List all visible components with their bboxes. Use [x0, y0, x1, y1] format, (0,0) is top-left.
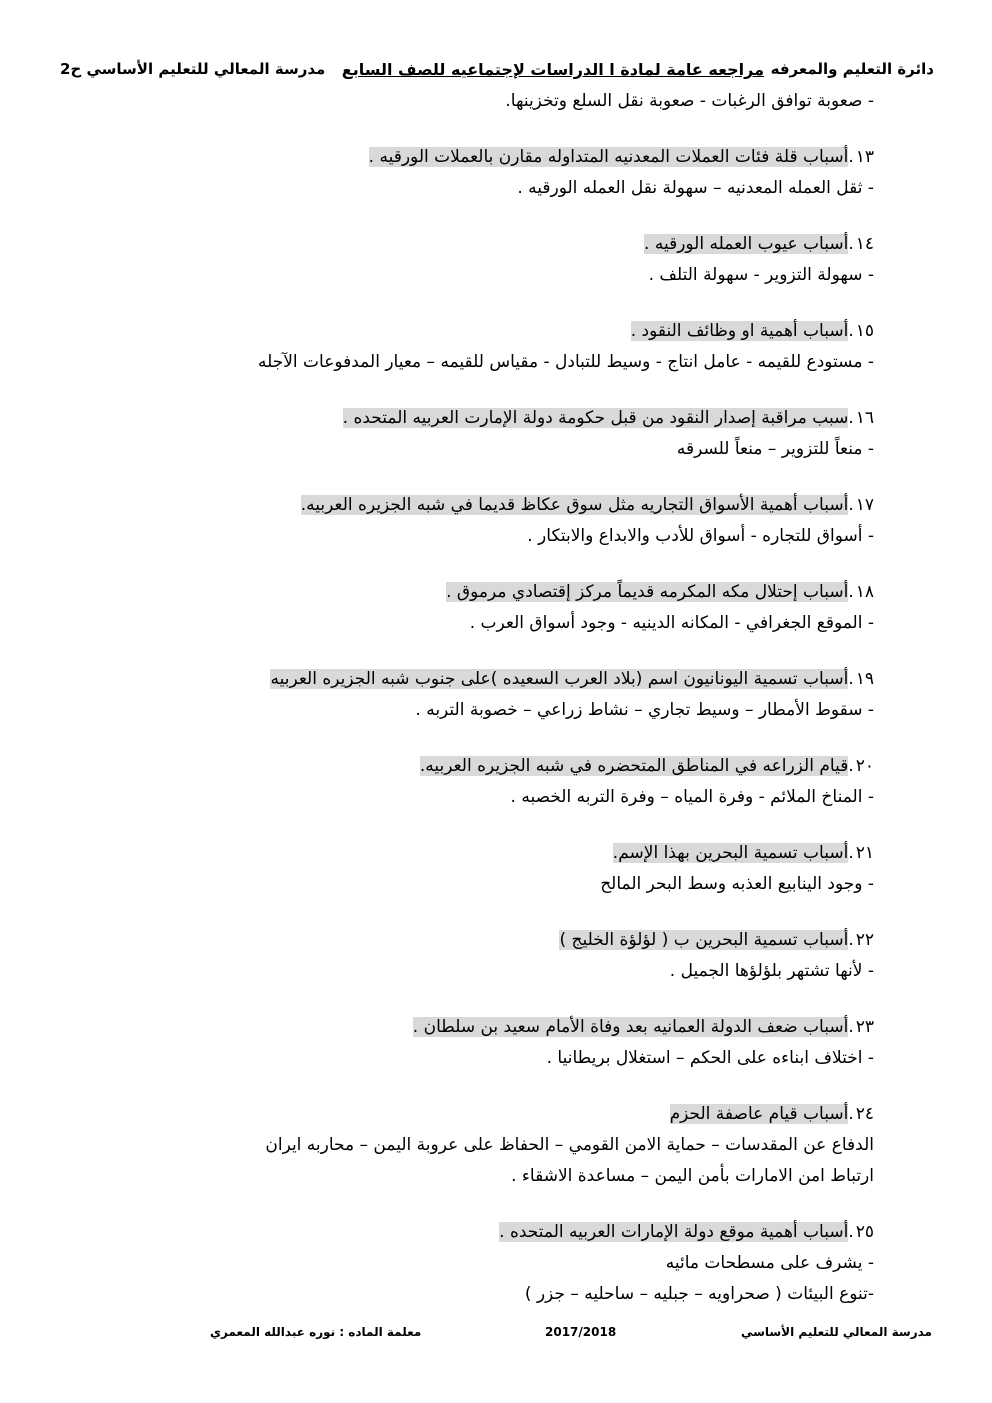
- question-text: أسباب إحتلال مكه المكرمه قديماً مركز إقتصادي مرموق .: [446, 582, 849, 602]
- answer-line: ارتباط امن الامارات بأمن اليمن – مساعدة الاشقاء .: [511, 1166, 874, 1186]
- question-line: ١٥.أسباب أهمية او وظائف النقود .: [630, 321, 874, 341]
- question-number: ١٤: [855, 234, 874, 254]
- page-title: مراجعه عامة لمادة ا الدراسات لإجتماعيه للصف السابع: [341, 60, 764, 79]
- question-text: أسباب تسمية البحرين بهذا الإسم.: [612, 843, 849, 863]
- answer-line: - اختلاف ابناءه على الحكم – استغلال بريطانيا .: [546, 1048, 874, 1068]
- answer-line: - مستودع للقيمه - عامل انتاج - وسيط للتبادل - مقياس للقيمه – معيار المدفوعات الآجله: [257, 352, 874, 372]
- question-block: [215, 1217, 874, 1310]
- school-name: مدرسة المعالي للتعليم الأساسي ح2: [60, 60, 326, 78]
- question-number: ٢١: [855, 843, 874, 863]
- question-line: ١٧.أسباب أهمية الأسواق التجاريه مثل سوق عكاظ قديما في شبه الجزيره العربيه.: [300, 495, 874, 515]
- answer-line: - أسواق للتجاره - أسواق للأدب والابداع والابتكار .: [527, 526, 874, 546]
- question-number: ١٦: [855, 408, 874, 428]
- question-number: ١٨: [855, 582, 874, 602]
- question-number: ٢٢: [855, 930, 874, 950]
- question-text: أسباب عيوب العمله الورقيه .: [644, 234, 849, 254]
- question-number: ٢٥: [855, 1222, 874, 1242]
- answer-line: - منعاً للتزوير – منعاً للسرقه: [676, 439, 874, 459]
- question-text: أسباب ضعف الدولة العمانيه بعد وفاة الأمام سعيد بن سلطان .: [412, 1017, 849, 1037]
- question-block: [215, 751, 874, 813]
- question-block: [215, 229, 874, 291]
- question-number: ٢٣: [855, 1017, 874, 1037]
- question-line: ١٩.أسباب تسمية اليونانيون اسم (بلاد العرب السعيده )على جنوب شبه الجزيره العربيه: [270, 669, 874, 689]
- answer-line: - سهولة التزوير - سهولة التلف .: [648, 265, 874, 285]
- page-header: [60, 60, 934, 88]
- answer-line: - ثقل العمله المعدنيه – سهولة نقل العمله الورقيه .: [517, 178, 874, 198]
- question-block: [215, 1012, 874, 1074]
- footer-year: 2017/2018: [545, 1325, 617, 1339]
- answer-line: - وجود الينابيع العذبه وسط البحر المالح: [600, 874, 874, 894]
- answer-line: الدفاع عن المقدسات – حماية الامن القومي – الحفاظ على عروبة اليمن – محاربه ايران: [265, 1135, 874, 1155]
- question-text: أسباب تسمية البحرين ب ( لؤلؤة الخليج ): [559, 930, 849, 950]
- question-text: أسباب أهمية موقع دولة الإمارات العربيه المتحده .: [499, 1222, 849, 1242]
- answer-line: -تنوع البيئات ( صحراويه – جبليه – ساحليه – جزر ): [524, 1284, 874, 1304]
- department-name: دائرة التعليم والمعرفه: [770, 60, 934, 78]
- question-line: ١٦.سبب مراقبة إصدار النقود من قبل حكومة دولة الإمارت العربيه المتحده .: [342, 408, 874, 428]
- question-text: أسباب أهمية الأسواق التجاريه مثل سوق عكاظ قديما في شبه الجزيره العربيه.: [300, 495, 849, 515]
- question-number: ٢٤: [855, 1104, 874, 1124]
- question-block: [215, 316, 874, 378]
- question-line: ١٣.أسباب قلة فئات العملات المعدنيه المتداوله مقارن بالعملات الورقيه .: [368, 147, 874, 167]
- question-line: ٢٤.أسباب قيام عاصفة الحزم: [669, 1104, 874, 1124]
- question-block: [215, 577, 874, 639]
- answer-line: - سقوط الأمطار – وسيط تجاري – نشاط زراعي – خصوبة التربه .: [415, 700, 874, 720]
- question-line: ٢٠.قيام الزراعه في المناطق المتحضره في شبه الجزيره العربيه.: [419, 756, 874, 776]
- question-text: أسباب أهمية او وظائف النقود .: [630, 321, 849, 341]
- question-number: ١٥: [855, 321, 874, 341]
- answer-line: - يشرف على مسطحات مائيه: [665, 1253, 874, 1273]
- question-block: [215, 925, 874, 987]
- question-block: [215, 142, 874, 204]
- page-footer: [210, 1325, 932, 1347]
- question-line: ٢٢.أسباب تسمية البحرين ب ( لؤلؤة الخليج ): [559, 930, 874, 950]
- question-number: ٢٠: [855, 756, 874, 776]
- question-text: أسباب قلة فئات العملات المعدنيه المتداوله مقارن بالعملات الورقيه .: [368, 147, 849, 167]
- question-block: [215, 490, 874, 552]
- question-line: ٢٣.أسباب ضعف الدولة العمانيه بعد وفاة الأمام سعيد بن سلطان .: [412, 1017, 874, 1037]
- question-text: سبب مراقبة إصدار النقود من قبل حكومة دولة الإمارت العربيه المتحده .: [342, 408, 849, 428]
- answer-line: - المناخ الملائم - وفرة المياه – وفرة التربه الخصبه .: [510, 787, 874, 807]
- question-block: [215, 664, 874, 726]
- question-line: ٢١.أسباب تسمية البحرين بهذا الإسم.: [612, 843, 874, 863]
- question-text: قيام الزراعه في المناطق المتحضره في شبه الجزيره العربيه.: [419, 756, 849, 776]
- question-block: [215, 403, 874, 465]
- question-text: أسباب تسمية اليونانيون اسم (بلاد العرب السعيده )على جنوب شبه الجزيره العربيه: [270, 669, 849, 689]
- question-block: [215, 838, 874, 900]
- top-answer: - صعوبة توافق الرغبات - صعوبة نقل السلع وتخزينها.: [505, 91, 874, 111]
- review-content: [215, 86, 874, 1310]
- question-number: ١٣: [855, 147, 874, 167]
- footer-teacher: معلمة الماده : نوره عبدالله المعمري: [210, 1325, 422, 1339]
- question-block: [215, 1099, 874, 1192]
- answer-line: - لأنها تشتهر بلؤلؤها الجميل .: [669, 961, 874, 981]
- question-text: أسباب قيام عاصفة الحزم: [669, 1104, 849, 1124]
- answer-line: - الموقع الجغرافي - المكانه الدينيه - وجود أسواق العرب .: [469, 613, 874, 633]
- question-number: ١٧: [855, 495, 874, 515]
- question-list: [215, 142, 874, 1310]
- footer-school: مدرسة المعالي للتعليم الأساسي: [740, 1325, 932, 1339]
- question-line: ١٤.أسباب عيوب العمله الورقيه .: [644, 234, 874, 254]
- question-number: ١٩: [855, 669, 874, 689]
- question-line: ١٨.أسباب إحتلال مكه المكرمه قديماً مركز إقتصادي مرموق .: [446, 582, 874, 602]
- question-line: ٢٥.أسباب أهمية موقع دولة الإمارات العربيه المتحده .: [499, 1222, 874, 1242]
